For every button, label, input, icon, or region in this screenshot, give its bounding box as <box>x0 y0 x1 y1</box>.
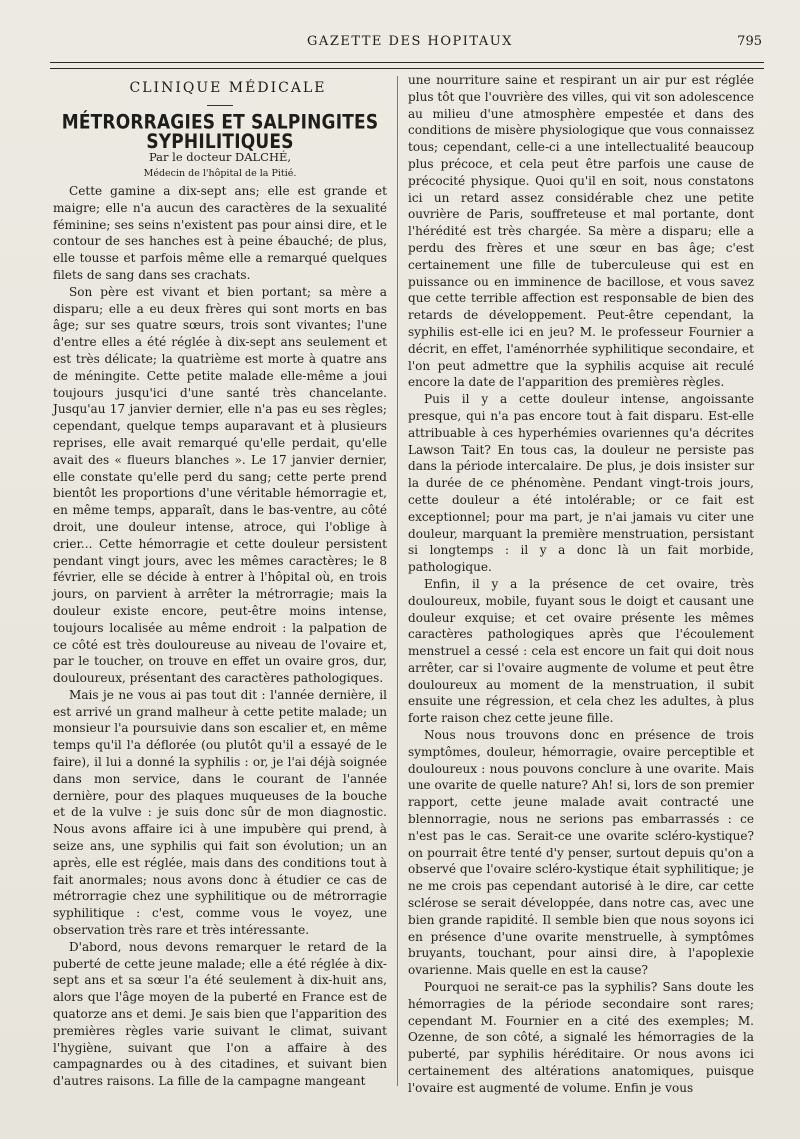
header-rule-top <box>50 62 764 63</box>
left-column <box>53 80 387 1090</box>
article-byline: Par le docteur DALCHÉ, <box>148 150 292 165</box>
author-affiliation: Médecin de l'hôpital de la Pitié. <box>143 168 297 180</box>
paragraph: Son père est vivant et bien portant; sa mère a disparu; elle a eu deux frères qui sont morts en bas âge; sur ses quatre sœurs, trois sont vivantes; l'une d'entre elles a été réglée à dix-sept ans seulement et est très délicate; la quatrième est morte à quatre ans de méningite. Cette petite malade elle-même a joui toujours jusqu'ici d'une santé très chancelante. Jusqu'au 17 janvier dernier, elle n'a pas eu ses règles; cependant, quelque temps auparavant et à plusieurs reprises, elle avait remarqué qu'elle perdait, qu'elle avait des « flueurs blanches ». Le 17 janvier dernier, elle constate qu'elle perd du sang; cette perte prend bientôt les proportions d'une véritable hémorragie et, en même temps, apparaît, dans le bas-ventre, au côté droit, une douleur intense, atroce, qui l'oblige à crier... Cette hémorragie et cette douleur persistent pendant vingt jours, avec les mêmes caractères; le 8 février, elle se décide à entrer à l'hôpital où, en trois jours, on parvient à arrêter la métrorragie; mais la douleur existe encore, peut-être moins intense, toujours localisée au même endroit : la palpation de ce côté est très douloureuse au niveau de l'ovaire et, par le toucher, on trouve en effet un ovaire gros, dur, douloureux, présentant des caractères pathologiques. <box>53 284 387 686</box>
paragraph: Puis il y a cette douleur intense, angoissante presque, qui n'a pas encore tout à fait disparu. Est-elle attribuable à ces hyperhémies ovariennes qu'a décrites Lawson Tait? En tous cas, la douleur ne persiste pas dans la période intercalaire. De plus, je dois insister sur la durée de ce phénomène. Pendant vingt-trois jours, cette douleur a été intolérable; or ce fait est exceptionnel; pour ma part, je n'ai jamais vu citer une douleur, marquant la première menstruation, persistant si longtemps : il y a donc là un fait morbide, pathologique. <box>408 392 754 575</box>
paragraph: une nourriture saine et respirant un air pur est réglée plus tôt que l'ouvrière des villes, qui vit son adolescence au milieu d'une atmosphère empestée et dans des conditions de misère physiologique que vous connaissez tous; cependant, celle-ci a une intellectualité beaucoup plus précoce, et cela peut être parfois une cause de précocité physique. Quoi qu'il en soit, nous constatons ici un retard assez considérable chez une petite ouvrière de Paris, souffreteuse et mal portante, dont l'hérédité est très chargée. Sa mère a disparu; elle a perdu des frères et une sœur en bas âge; c'est certainement une fille de tuberculeuse qui est en puissance ou en imminence de bacillose, et vous savez que cette terrible affection est responsable de bien des retards de développement. Peut-être cependant, la syphilis est-elle ici en jeu? M. le professeur Fournier a décrit, en effet, l'aménorrhée syphilitique secondaire, et l'on peut admettre que la syphilis acquise ait reculé encore la date de l'apparition des premières règles. <box>408 73 754 390</box>
page-header <box>50 34 770 56</box>
paragraph: Mais je ne vous ai pas tout dit : l'année dernière, il est arrivé un grand malheur à cette petite malade; un monsieur l'a poursuivie dans son escalier et, en même temps qu'il l'a déflorée (ou plutôt qu'il a essayé de le faire), il lui a donné la syphilis : or, je l'ai déjà soignée dans mon service, dans le courant de l'année dernière, pour des plaques muqueuses de la bouche et de la vulve : je suis donc sûr de mon diagnostic. Nous avons affaire ici à une impubère qui prend, à seize ans, une syphilis qui fait son évolution; un an après, elle est réglée, mais dans des conditions tout à fait anormales; nous avons donc à étudier ce cas de métrorragie chez une syphilitique ou de métrorragie syphilitique : c'est, comme vous le voyez, une observation très rare et très intéressante. <box>53 687 387 938</box>
paragraph: Nous nous trouvons donc en présence de trois symptômes, douleur, hémorragie, ovaire perceptible et douloureux : nous pouvons conclure à une ovarite. Mais une ovarite de quelle nature? Ah! si, lors de son premier rapport, cette jeune malade avait contracté une blennorragie, nous ne serions pas embarrassés : ce n'est pas le cas. Serait-ce une ovarite scléro-kystique? on pourrait être tenté d'y penser, surtout depuis qu'on a observé que l'ovaire scléro-kystique était syphilitique; je ne me crois pas cependant autorisé à le dire, car cette sclérose se serait développée, dans notre cas, avec une bien grande rapidité. Il semble bien que nous soyons ici en présence d'une ovarite menstruelle, à symptômes bruyants, touchant, pour ainsi dire, à l'apoplexie ovarienne. Mais quelle en est la cause? <box>408 728 754 978</box>
right-column <box>408 72 754 1097</box>
paragraph: Cette gamine a dix-sept ans; elle est grande et maigre; elle n'a aucun des caractères de la sexualité féminine; ses seins n'existent pas pour ainsi dire, et le contour de ses hanches est à peine ébauché; de plus, elle tousse et parfois même elle a remarqué quelques filets de sang dans ses crachats. <box>53 183 387 282</box>
header-rule-bottom <box>50 68 764 69</box>
page-number: 795 <box>737 34 762 49</box>
column-divider <box>397 76 398 1086</box>
paragraph: Enfin, il y a la présence de cet ovaire, très douloureux, mobile, fuyant sous le doigt et causant une douleur exquise; et cet ovaire présente les mêmes caractères pathologiques après que l'écoulement menstruel a cessé : cela est encore un fait qui doit nous arrêter, car si l'ovaire augmente de volume et peut être douloureux au moment de la menstruation, il subit ensuite une régression, et cela chez les adultes, à plus forte raison chez cette jeune fille. <box>408 576 754 726</box>
paragraph: Pourquoi ne serait-ce pas la syphilis? Sans doute les hémorragies de la période secondaire sont rares; cependant M. Fournier en a cité des exemples; M. Ozenne, de son côté, a signalé les hémorragies de la puberté, par syphilis héréditaire. Or nous avons ici certainement des altérations anatomiques, puisque l'ovaire est augmenté de volume. Enfin je vous <box>408 980 754 1095</box>
paragraph: D'abord, nous devons remarquer le retard de la puberté de cette jeune malade; elle a été réglée à dix-sept ans et sa sœur l'a été seulement à dix-huit ans, alors que l'âge moyen de la puberté en France est de quatorze ans et demi. Je sais bien que l'apparition des premières règles varie suivant le climat, suivant l'hygiène, suivant que l'on a affaire à des campagnardes ou à des citadines, et suivant bien d'autres raisons. La fille de la campagne mangeant <box>53 939 387 1089</box>
section-heading: CLINIQUE MÉDICALE <box>129 80 327 96</box>
journal-title: GAZETTE DES HOPITAUX <box>307 34 513 49</box>
section-rule <box>207 105 233 106</box>
article-title: MÉTRORRAGIES ET SALPINGITES SYPHILITIQUES <box>61 110 379 154</box>
